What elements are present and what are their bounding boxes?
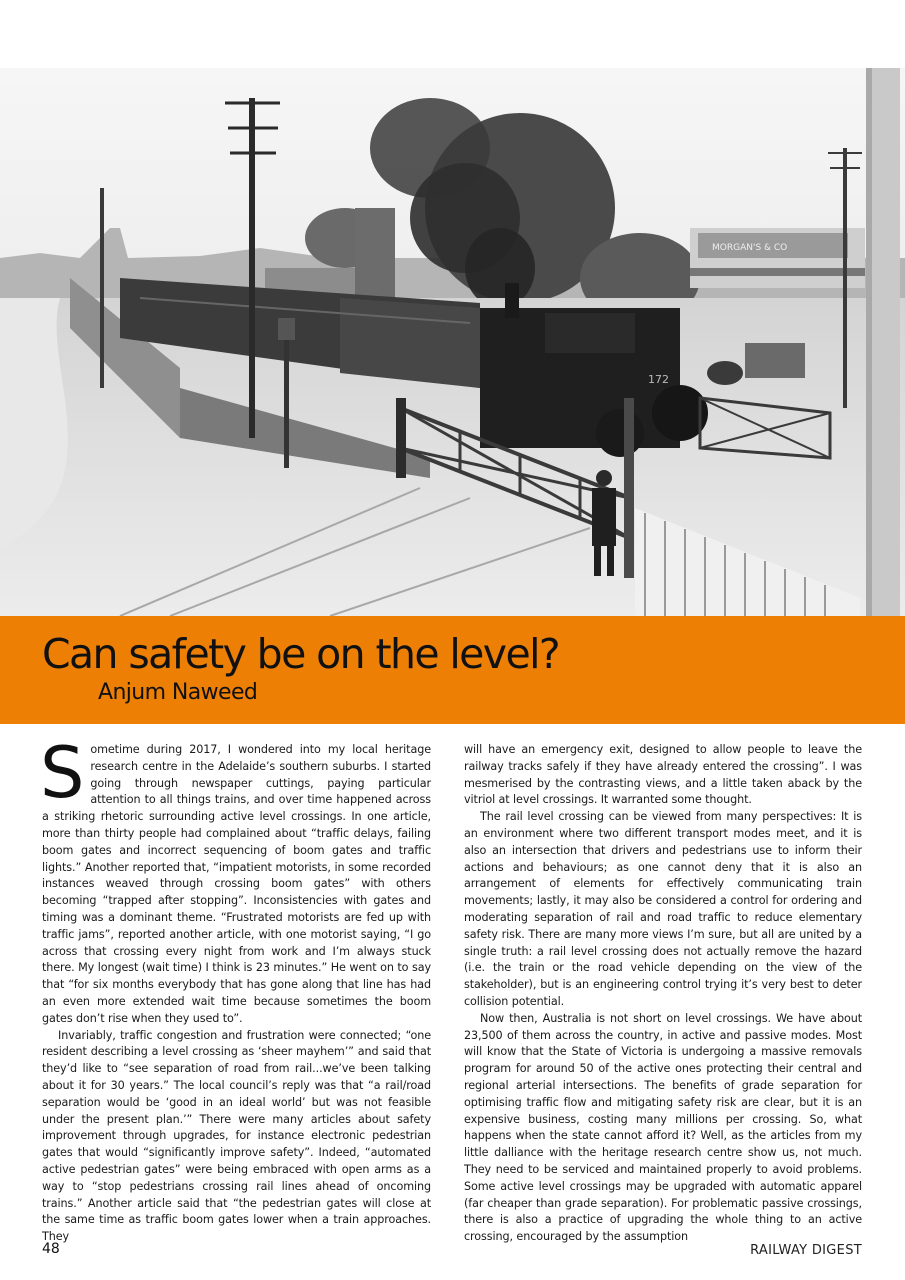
paragraph-text: ometime during 2017, I wondered into my local heritage research centre in the Adelaide’s southern suburbs. I started going through newspaper cuttings, paying particular attention to all things trains, and over time happened across a striking rhetoric surrounding active level crossings. In one article, more than thirty people had complained about “traffic delays, failing boom gates and incorrect sequencing of boom gates and traffic lights.” Another reported that, “impatient motorists, in some recorded instances weaved through crossing boom gates” with others becoming “trapped after stopping”. Inconsistencies with gates and timing was a dominant theme. “Frustrated motorists are fed up with traffic jams”, reported another article, with one motorist saying, “I go across that crossing every night from work and I’m always stuck there. My longest (wait time) I think is 23 minutes.” He went on to say that “for six months everybody that has gone along that line has had an even more extended wait time because sometimes the boom gates don’t rise when they used to”. <box>42 743 431 1025</box>
paragraph: The rail level crossing can be viewed from many perspectives: It is an environment where two different transport modes meet, and it is also an intersection that drivers and pedestrians use to inform their actions and behaviours; as one cannot deny that it is also an arrangement of elements for effectively communicating train movements; lastly, it may also be considered a control for ordering and moderating separation of rail and road traffic to reduce elementary safety risk. There are many more views I’m sure, but all are united by a single truth: a rail level crossing does not actually remove the hazard (i.e. the train or the road vehicle depending on the view of the stakeholder), but is an engineering control trying it’s very best to deter collision potential. <box>464 810 862 1008</box>
title-banner <box>0 616 905 724</box>
article-column-left <box>40 732 431 1246</box>
article-title: Can safety be on the level? <box>42 630 560 678</box>
article-column-right <box>464 742 862 1246</box>
paragraph <box>40 732 431 1028</box>
paragraph: will have an emergency exit, designed to allow people to leave the railway tracks safely if they have already entered the crossing”. I was mesmerised by the contrasting views, and a little taken aback by the vitriol at level crossings. It warranted some thought. <box>464 743 862 807</box>
header-photo <box>0 68 905 616</box>
drop-cap: S <box>40 732 85 814</box>
shop-sign: MORGAN'S & CO <box>712 243 788 253</box>
paragraph: Now then, Australia is not short on level crossings. We have about 23,500 of them across the country, in active and passive modes. Most will know that the State of Victoria is undergoing a massive removals program for around 50 of the active ones protecting their central and regional arterial intersections. The benefits of grade separation for optimising traffic flow and mitigating safety risk are clear, but it is an expensive business, costing many millions per crossing. So, what happens when the state cannot afford it? Well, as the articles from my little dalliance with the heritage research centre show us, not much. They need to be serviced and maintained properly to avoid problems. Some active level crossings may be upgraded with automatic apparel (far cheaper than grade separation). For problematic passive crossings, there is also a practice of upgrading the whole thing to an active crossing, encouraged by the assumption <box>464 1011 862 1244</box>
page-number: 48 <box>42 1241 60 1257</box>
railway-crossing-illustration <box>0 68 905 616</box>
publication-name: RAILWAY DIGEST <box>750 1243 862 1258</box>
paragraph: Invariably, traffic congestion and frustration were connected; “one resident describing a level crossing as ‘sheer mayhem’” and said that they’d like to “see separation of road from rail...we’ve been talking about it for 30 years.” The local council’s reply was that “a rail/road separation would be ‘good in an ideal world’ but was not feasible under the present plan.’” There were many articles about safety improvement through upgrades, for instance electronic pedestrian gates that would “significantly improve safety”. Indeed, “automated active pedestrian gates” were being embraced with open arms as a way to “stop pedestrians crossing rail lines ahead of oncoming trains.” Another article said that “the pedestrian gates will close at the same time as traffic boom gates lower when a train approaches. They <box>42 1028 431 1244</box>
locomotive-number: 172 <box>648 373 669 386</box>
article-author: Anjum Naweed <box>98 680 258 705</box>
